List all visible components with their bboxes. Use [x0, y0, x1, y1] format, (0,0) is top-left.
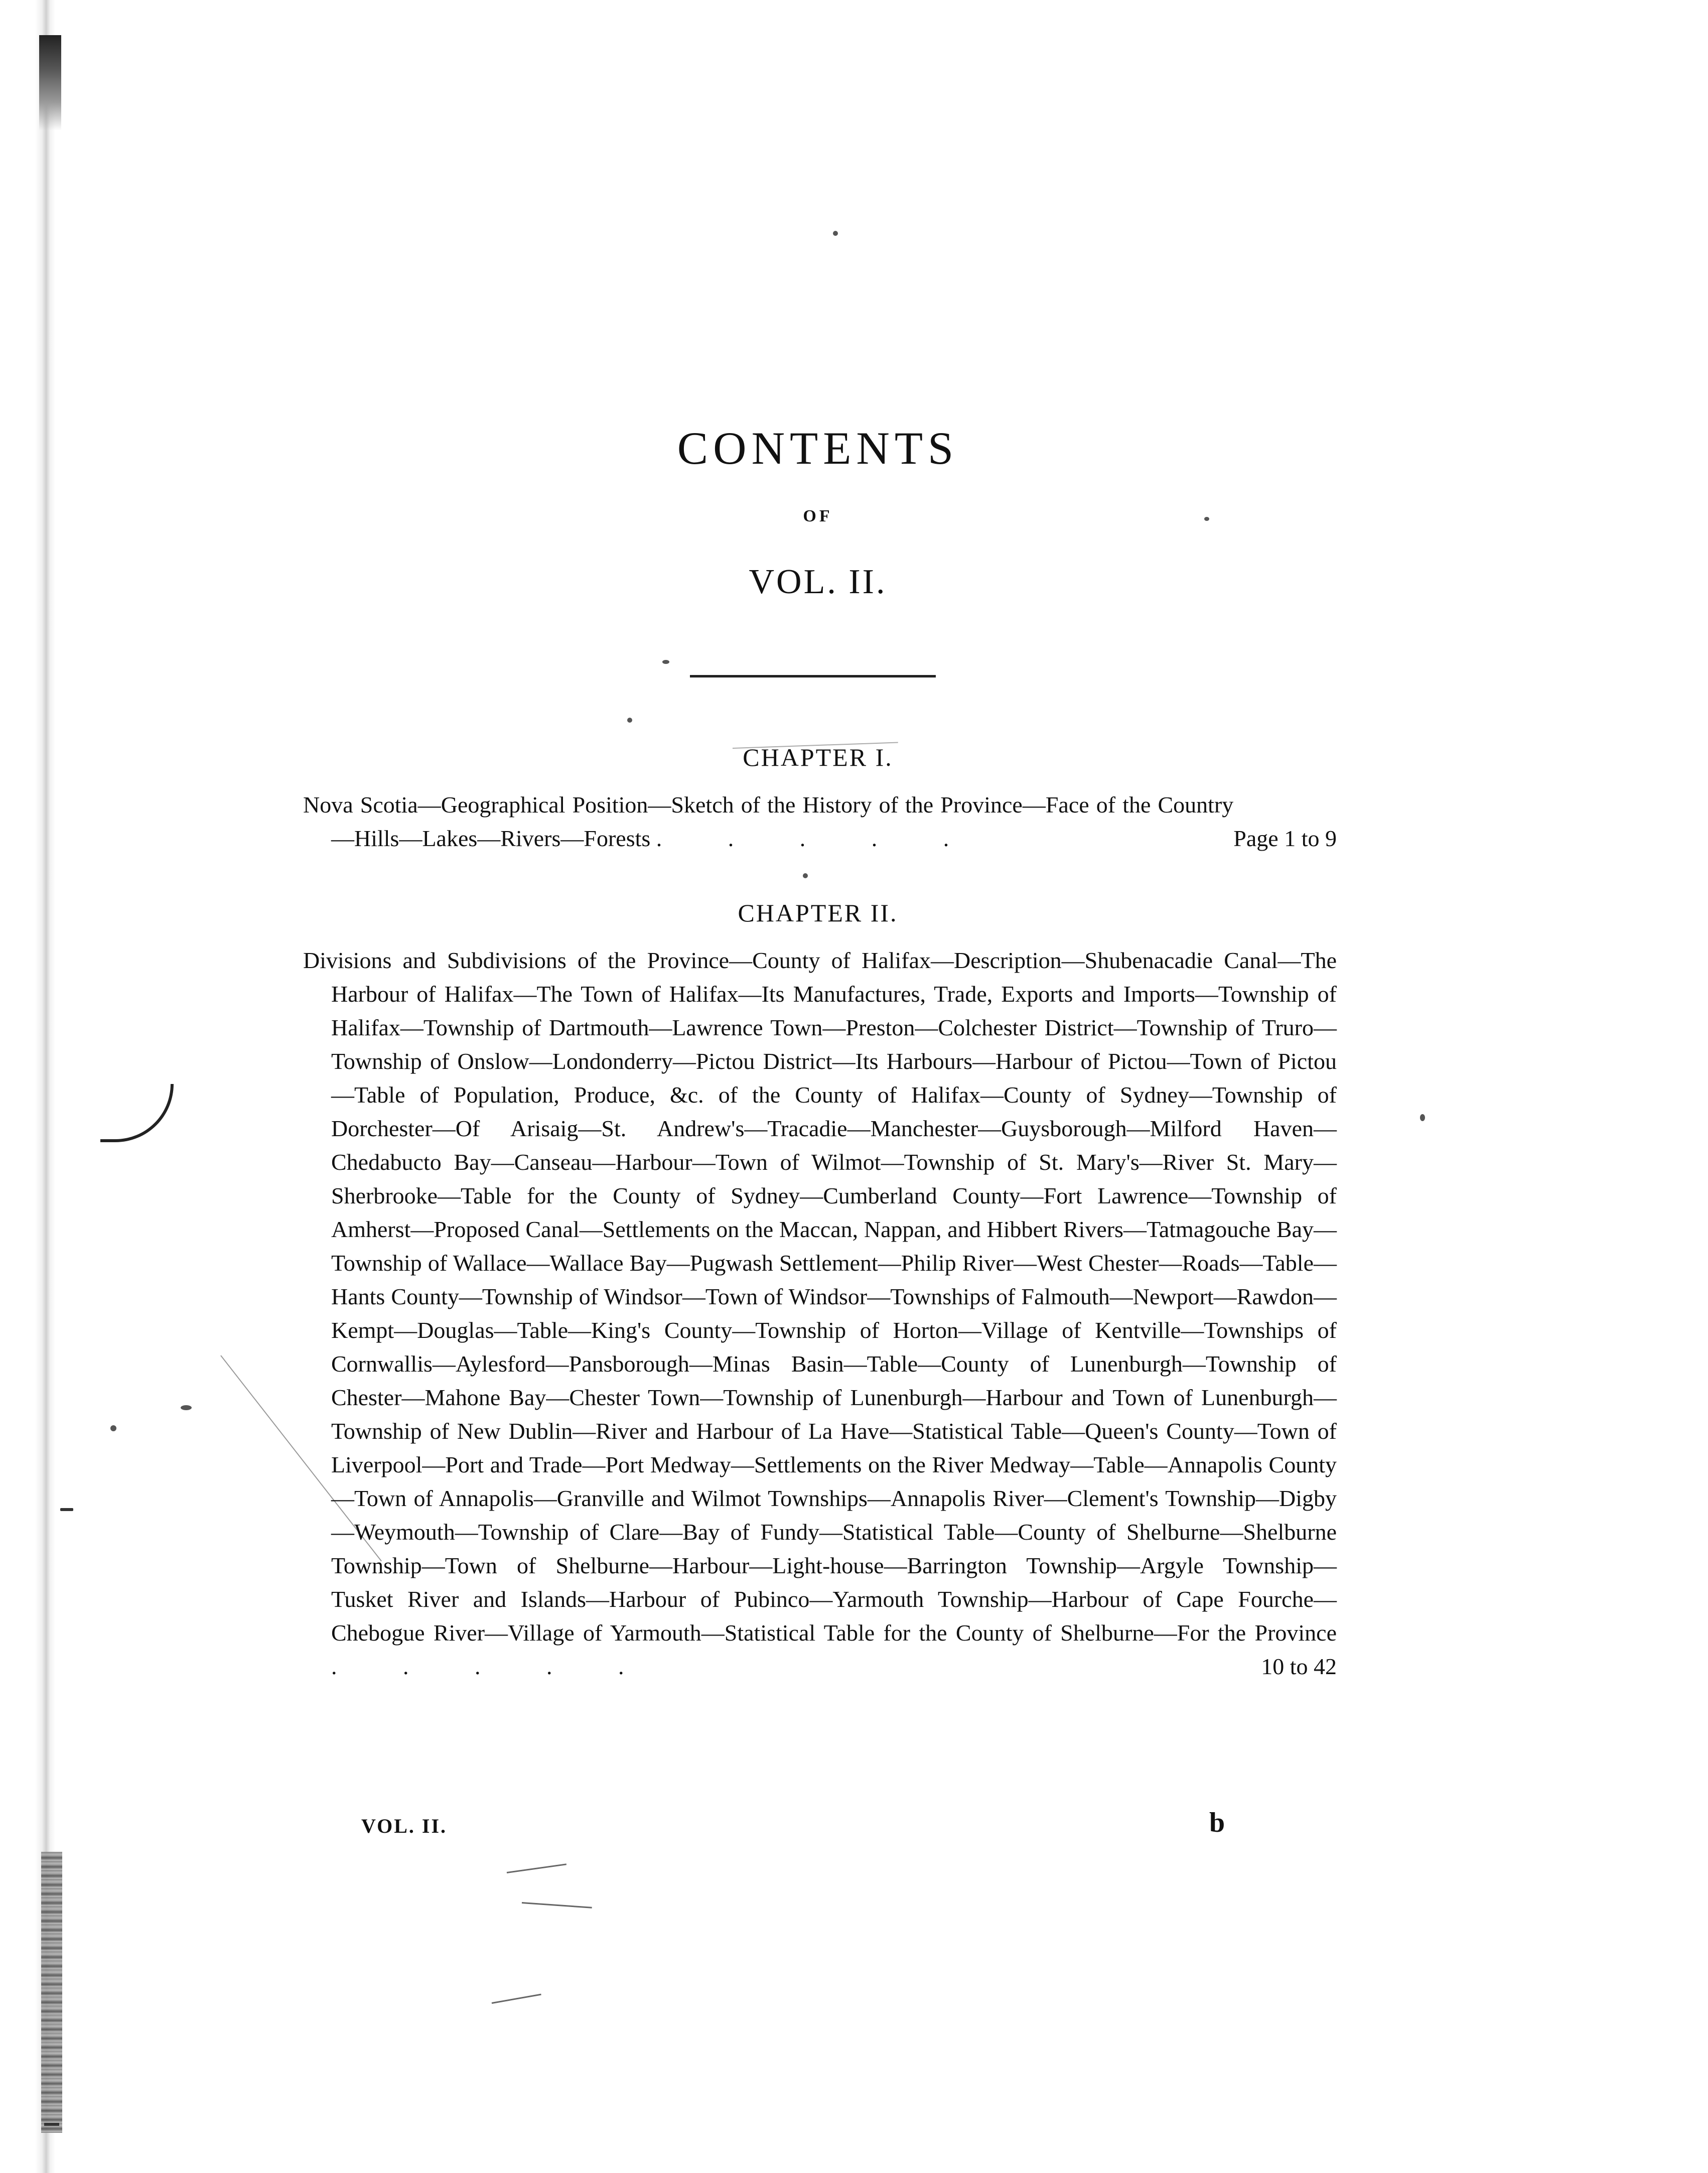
chapter-summary: Nova Scotia—Geographical Position—Sketch of the History of the Province—Face of the Country—Hills—Lakes—Rivers—Forests — [303, 792, 1234, 851]
dot-leader: . . . . . — [656, 826, 979, 851]
pen-stroke — [507, 1863, 566, 1873]
speck — [662, 660, 669, 664]
chapter-entry — [303, 788, 1337, 855]
title-rule — [690, 675, 936, 677]
chapter-entry — [303, 943, 1337, 1683]
title-of: OF — [803, 507, 833, 525]
binding-edge — [0, 0, 55, 2173]
signature-mark: b — [1209, 1807, 1225, 1838]
speck — [627, 718, 632, 723]
binding-shadow-bottom — [41, 1852, 62, 2133]
signature-volume: VOL. II. — [361, 1815, 448, 1837]
speck — [1420, 1114, 1425, 1121]
binding-shadow-top — [39, 35, 61, 130]
speck — [1204, 517, 1209, 521]
binding-rule — [44, 2123, 59, 2126]
speck — [803, 873, 808, 878]
chapter-summary: Divisions and Subdivisions of the Province—County of Halifax—Description—Shubenacadie Canal—The Harbour of Halifax—The Town of Halifax—Its Manufactures, Trade, Exports and Imports—Township of Halifax—Township of Dartmouth—Lawrence Town—Preston—Colchester District—Township of Truro—Township of Onslow—Londonderry—Pictou District—Its Harbours—Harbour of Pictou—Town of Pictou—Table of Population, Produce, &c. of the County of Halifax—County of Sydney—Township of Dorchester—Of Arisaig—St. Andrew's—Tracadie—Manchester—Guysborough—Milford Haven—Chedabucto Bay—Canseau—Harbour—Town of Wilmot—Township of St. Mary's—River St. Mary—Sherbrooke—Table for the County of Sydney—Cumberland County—Fort Lawrence—Township of Amherst—Proposed Canal—Settlements on the Maccan, Nappan, and Hibbert Rivers—Tatmagouche Bay—Township of Wallace—Wallace Bay—Pugwash Settlement—Philip River—West Chester—Roads—Table—Hants County—Township of Windsor—Town of Windsor—Townships of Falmouth—Newport—Rawdon—Kempt—Douglas—Table—King's County—Township of Horton—Village of Kentville—Townships of Cornwallis—Aylesford—Pansborough—Minas Basin—Table—County of Lunenburgh—Township of Chester—Mahone Bay—Chester Town—Township of Lunenburgh—Harbour and Town of Lunenburgh—Township of New Dublin—River and Harbour of La Have—Statistical Table—Queen's County—Town of Liverpool—Port and Trade—Port Medway—Settlements on the River Medway—Table—Annapolis County—Town of Annapolis—Granville and Wilmot Townships—Annapolis River—Clement's Township—Digby—Weymouth—Township of Clare—Bay of Fundy—Statistical Table—County of Shelburne—Shelburne Township—Town of Shelburne—Harbour—Light-house—Barrington Township—Argyle Township—Tusket River and Islands—Harbour of Pubinco—Yarmouth Township—Harbour of Cape Fourche—Chebogue River—Village of Yarmouth—Statistical Table for the County of Shelburne—For the Province — [303, 947, 1337, 1646]
chapter-heading: CHAPTER II. — [738, 899, 898, 927]
speck — [60, 1508, 73, 1511]
speck — [181, 1405, 192, 1410]
speck — [110, 1425, 116, 1431]
volume-title: VOL. II. — [749, 563, 887, 601]
dot-leader: . . . . . — [331, 1654, 654, 1679]
speck — [833, 231, 838, 236]
page-title: CONTENTS — [677, 423, 959, 474]
page-range: Page 1 to 9 — [1233, 826, 1337, 851]
pen-stroke — [522, 1902, 592, 1909]
chapter-heading: CHAPTER I. — [743, 743, 893, 771]
pen-mark — [100, 1084, 174, 1142]
page-range: 10 to 42 — [1261, 1654, 1337, 1679]
pen-stroke — [492, 1994, 541, 2004]
